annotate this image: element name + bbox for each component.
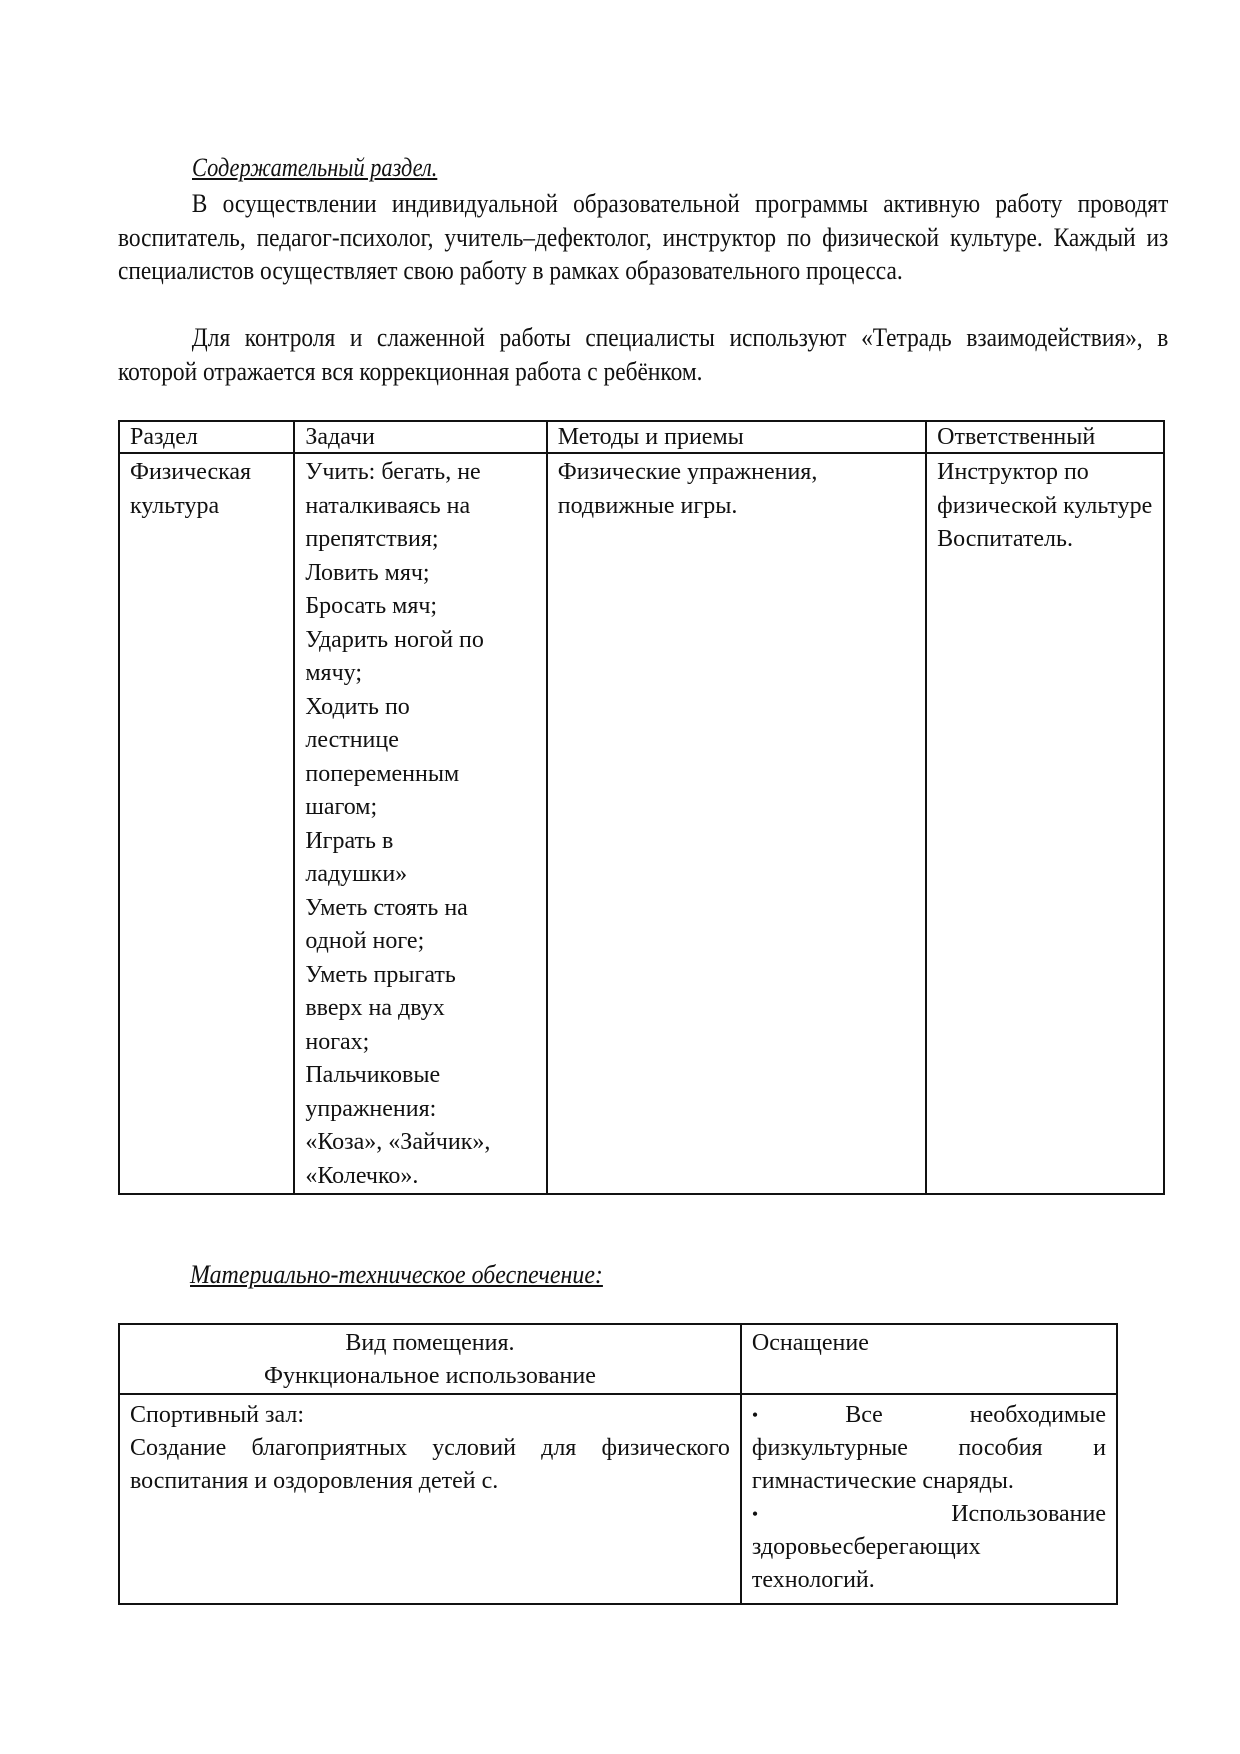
equipment-item-first-line <box>752 1399 1106 1432</box>
equipment-item-word: Использование <box>951 1501 1106 1527</box>
task-line: ногах; <box>305 1028 370 1055</box>
cell-section-line: Физическая <box>130 459 252 485</box>
task-line: Учить: бегать, не <box>305 459 481 485</box>
equipment-table-header-row <box>119 1324 1117 1394</box>
task-line: «Колечко». <box>305 1162 419 1189</box>
section-heading-equipment: Материально-техническое обеспечение: <box>190 1260 603 1289</box>
cell-methods: Физические упражнения, подвижные игры. <box>547 453 926 1194</box>
task-line: шагом; <box>305 794 378 820</box>
task-line: Уметь прыгать <box>305 961 456 988</box>
paragraph-specialists <box>118 187 1168 288</box>
task-line: одной ноге; <box>305 928 425 954</box>
task-line: вверх на двух <box>305 995 445 1021</box>
cell-section-line: культура <box>130 492 220 519</box>
equipment-item-first-line <box>752 1498 1106 1531</box>
responsible-instructor: Инструктор по физической культуре <box>937 459 1153 519</box>
room-name: Спортивный зал: <box>130 1402 304 1428</box>
equipment-list-item <box>752 1399 1106 1498</box>
task-line: упражнения: <box>305 1095 437 1122</box>
task-line: Играть в <box>305 827 394 854</box>
task-line: «Коза», «Зайчик», <box>305 1129 491 1155</box>
section-heading-content: Содержательный раздел. <box>192 153 438 182</box>
table-row <box>119 1394 1117 1604</box>
task-line: Ходить по <box>305 693 410 720</box>
equipment-list-item <box>752 1498 1106 1597</box>
equipment-item-word: Все <box>845 1402 883 1428</box>
task-line: Пальчиковые <box>305 1062 441 1088</box>
task-line: лестнице <box>305 727 399 753</box>
paragraph-notebook <box>118 321 1168 388</box>
equipment-item-text: физкультурные пособия и гимнастические снаряды. <box>751 1435 1106 1494</box>
header-equipment: Оснащение <box>741 1324 1117 1394</box>
task-line: наталкиваясь на <box>305 492 471 519</box>
task-line: Ловить мяч; <box>305 559 430 586</box>
paragraph-notebook-text: Для контроля и слаженной работы специалисты используют «Тетрадь взаимодействия», в которой отражается вся коррекционная работа с ребёнком. <box>118 323 1169 386</box>
header-room-type-line2: Функциональное использование <box>264 1363 596 1389</box>
header-section: Раздел <box>119 421 294 453</box>
header-room-type <box>119 1324 741 1394</box>
header-room-type-line1: Вид помещения. <box>345 1330 515 1356</box>
responsible-educator: Воспитатель. <box>937 526 1073 552</box>
task-line: Уметь стоять на <box>305 894 468 921</box>
equipment-item-text: здоровьесберегающих технологий. <box>751 1534 981 1593</box>
cell-tasks <box>294 453 546 1194</box>
equipment-table <box>118 1323 1118 1605</box>
cell-responsible <box>926 453 1164 1194</box>
equipment-item-word: необходимые <box>969 1402 1106 1428</box>
cell-section <box>119 453 294 1194</box>
bullet-icon: • <box>751 1504 759 1524</box>
task-line: попеременным <box>305 760 460 787</box>
header-responsible: Ответственный <box>926 421 1164 453</box>
header-tasks: Задачи <box>294 421 546 453</box>
tasks-table-header-row <box>119 421 1164 453</box>
cell-equipment <box>741 1394 1117 1604</box>
task-line: препятствия; <box>305 526 439 552</box>
header-methods: Методы и приемы <box>547 421 926 453</box>
task-line: Ударить ногой по <box>305 626 484 653</box>
tasks-table <box>118 420 1165 1195</box>
table-row <box>119 453 1164 1194</box>
paragraph-specialists-text: В осуществлении индивидуальной образовательной программы активную работу проводят воспитатель, педагог-психолог, учитель–дефектолог, инструктор по физической культуре. Каждый из специалистов осуществляет свою работу в рамках образовательного процесса. <box>118 189 1169 285</box>
task-line: мячу; <box>305 660 362 686</box>
cell-room <box>119 1394 741 1604</box>
task-line: ладушки» <box>305 861 408 887</box>
bullet-icon: • <box>751 1405 759 1425</box>
task-line: Бросать мяч; <box>305 593 438 619</box>
room-use: Создание благоприятных условий для физического воспитания и оздоровления детей с. <box>130 1435 730 1494</box>
